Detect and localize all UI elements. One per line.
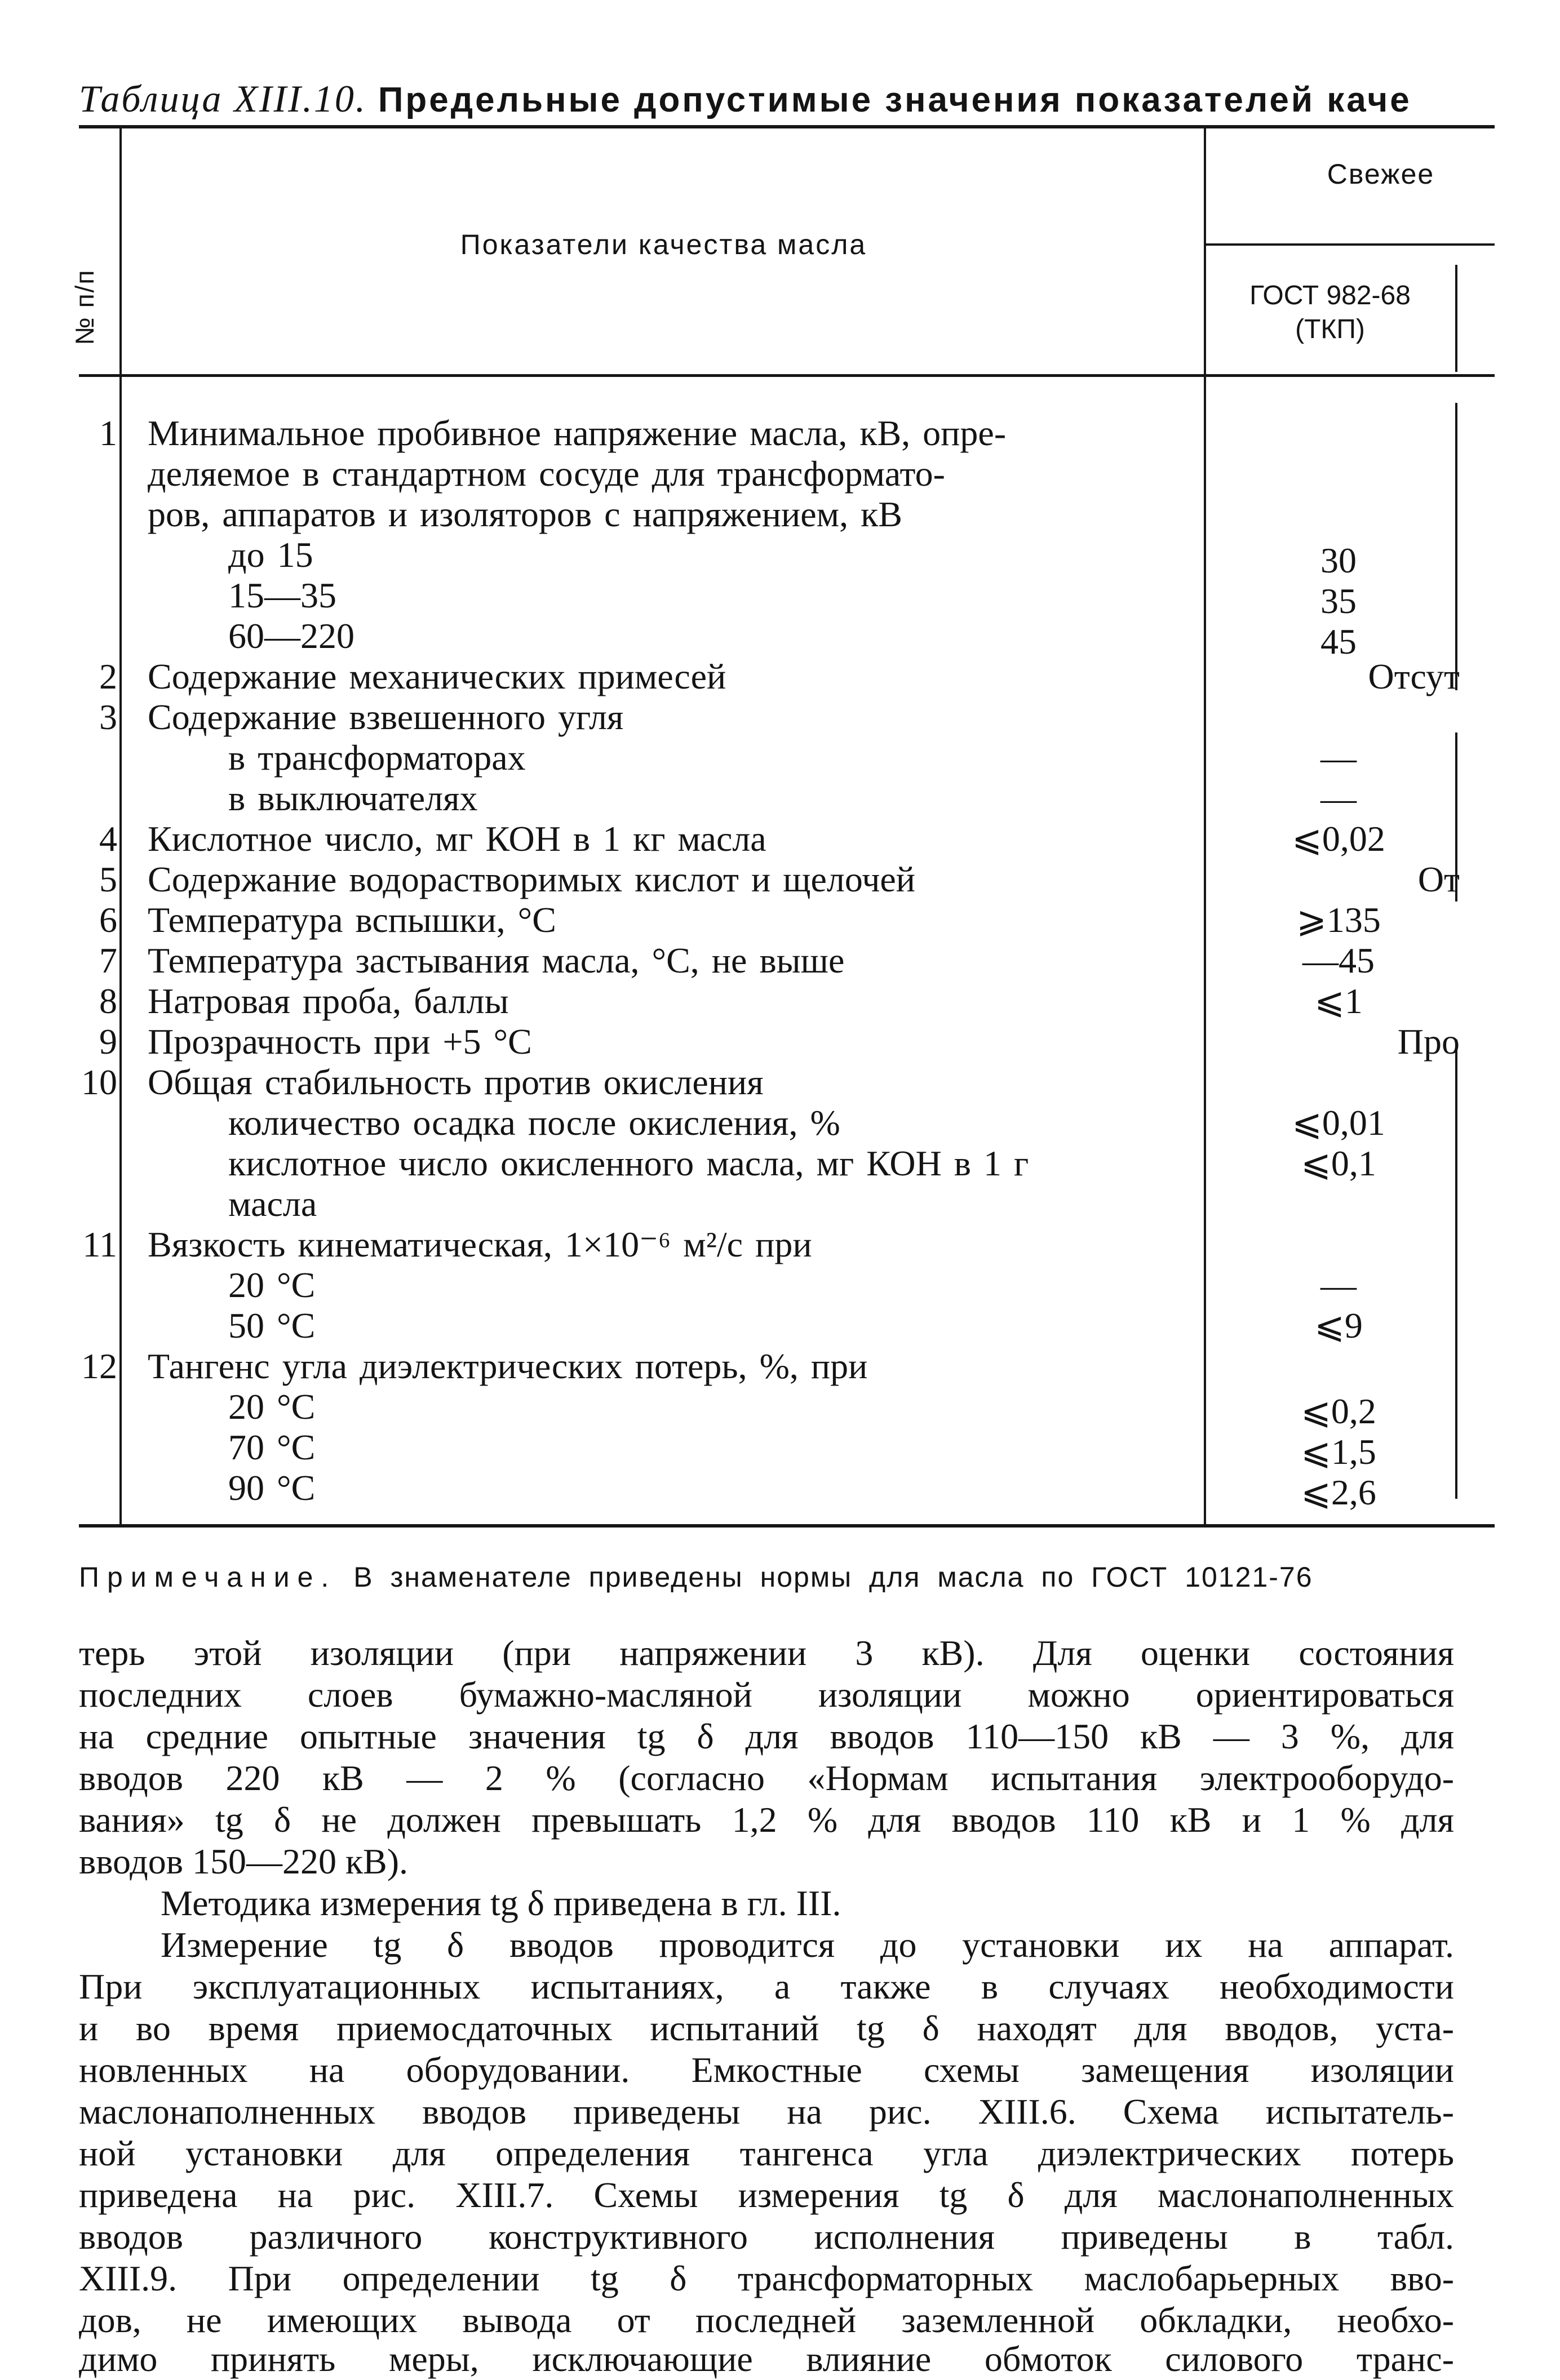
table-row xyxy=(0,1427,1560,1472)
row-value: — xyxy=(1320,738,1357,778)
row-value: ⩾135 xyxy=(1296,900,1381,940)
row-indicator: Прозрачность при +5 °С xyxy=(148,1022,532,1062)
row-indicator: Вязкость кинематическая, 1×10⁻⁶ м²/с при xyxy=(148,1224,812,1264)
table-row xyxy=(0,900,1560,940)
table-top-rule xyxy=(79,125,1495,128)
row-value: Про xyxy=(1397,1022,1460,1062)
row-number: 7 xyxy=(99,940,117,980)
body-line: вводов 150—220 кВ). xyxy=(79,1841,409,1881)
row-indicator: 20 °С xyxy=(228,1387,316,1427)
row-indicator: до 15 xyxy=(228,535,313,575)
row-indicator: количество осадка после окисления, % xyxy=(228,1103,840,1143)
table-row xyxy=(0,535,1560,580)
header-bottom-rule xyxy=(79,374,1495,377)
row-number: 10 xyxy=(81,1062,117,1102)
table-row xyxy=(0,656,1560,697)
row-indicator: Общая стабильность против окисления xyxy=(148,1062,764,1102)
table-row xyxy=(0,1022,1560,1062)
row-indicator: кислотное число окисленного масла, мг КОН в 1 г xyxy=(228,1143,1029,1183)
header-number: № п/п xyxy=(70,269,99,345)
row-value: — xyxy=(1320,1265,1357,1305)
row-indicator: Содержание механических примесей xyxy=(148,656,726,696)
header-gost-sub: (ТКП) xyxy=(1295,314,1365,344)
row-value: ⩽0,01 xyxy=(1292,1103,1385,1143)
body-line: димо принять меры, исключающие влияние обмоток силового транс- xyxy=(79,2339,1454,2379)
body-line: ной установки для определения тангенса угла диэлектрических потерь xyxy=(79,2133,1454,2173)
row-indicator: Минимальное пробивное напряжение масла, кВ, опре- xyxy=(148,413,1007,453)
table-row xyxy=(0,454,1560,494)
table-row xyxy=(0,697,1560,738)
row-indicator: 90 °С xyxy=(228,1468,316,1508)
table-row xyxy=(0,1346,1560,1387)
row-value: ⩽1,5 xyxy=(1301,1432,1376,1472)
body-line: При эксплуатационных испытаниях, а также в случаях необходимости xyxy=(79,1966,1454,2006)
row-number: 1 xyxy=(99,413,117,453)
row-indicator: 15—35 xyxy=(228,575,336,615)
row-number: 6 xyxy=(99,900,117,940)
table-row xyxy=(0,616,1560,661)
table-row xyxy=(0,1468,1560,1512)
table-row xyxy=(0,1224,1560,1265)
row-indicator: Натровая проба, баллы xyxy=(148,981,509,1021)
table-note xyxy=(79,1561,1313,1593)
body-line: Измерение tg δ вводов проводится до установки их на аппарат. xyxy=(161,1925,1454,1965)
table-row xyxy=(0,575,1560,621)
row-value: ⩽0,2 xyxy=(1301,1391,1376,1431)
fresh-underline xyxy=(1206,243,1495,246)
row-value: ⩽2,6 xyxy=(1301,1472,1376,1512)
row-value: 35 xyxy=(1320,581,1357,621)
table-caption xyxy=(79,73,1412,124)
header-gost-cell xyxy=(1212,279,1448,347)
table-row xyxy=(0,1265,1560,1306)
row-indicator: деляемое в стандартном сосуде для трансформато- xyxy=(148,454,945,494)
row-value: ⩽0,1 xyxy=(1301,1143,1376,1183)
row-value: ⩽1 xyxy=(1314,981,1363,1021)
body-line: Методика измерения tg δ приведена в гл. III. xyxy=(161,1883,841,1923)
row-indicator: Температура вспышки, °С xyxy=(148,900,556,940)
row-value: От xyxy=(1417,859,1460,899)
body-line: приведена на рис. XIII.7. Схемы измерения tg δ для маслонаполненных xyxy=(79,2175,1454,2215)
table-row xyxy=(0,940,1560,981)
header-gost: ГОСТ 982-68 xyxy=(1249,281,1411,310)
row-indicator: Содержание водорастворимых кислот и щелочей xyxy=(148,859,916,899)
row-value: 45 xyxy=(1320,621,1357,661)
row-indicator: масла xyxy=(228,1184,317,1224)
table-title: Предельные допустимые значения показателей каче xyxy=(378,81,1412,119)
table-row xyxy=(0,778,1560,819)
row-value: — xyxy=(1320,778,1357,818)
row-number: 4 xyxy=(99,819,117,859)
row-number: 9 xyxy=(99,1022,117,1062)
row-indicator: Температура застывания масла, °С, не выше xyxy=(148,940,845,980)
row-number: 5 xyxy=(99,859,117,899)
body-line: XIII.9. При определении tg δ трансформаторных маслобарьерных вво- xyxy=(79,2258,1454,2298)
row-indicator: 70 °С xyxy=(228,1427,316,1467)
body-line: и во время приемосдаточных испытаний tg δ находят для вводов, уста- xyxy=(79,2008,1454,2048)
gost-right-divider xyxy=(1455,265,1457,372)
body-line: дов, не имеющих вывода от последней заземленной обкладки, необхо- xyxy=(79,2300,1454,2340)
row-indicator: Тангенс угла диэлектрических потерь, %, при xyxy=(148,1346,868,1386)
row-number: 2 xyxy=(99,656,117,696)
table-row xyxy=(0,1143,1560,1184)
table-bottom-rule xyxy=(79,1524,1495,1528)
table-row xyxy=(0,1387,1560,1431)
body-line: последних слоев бумажно-масляной изоляции можно ориентироваться xyxy=(79,1675,1454,1715)
header-number-cell xyxy=(59,242,110,372)
body-line: маслонаполненных вводов приведены на рис. XIII.6. Схема испытатель- xyxy=(79,2092,1454,2132)
table-label: Таблица XIII.10. xyxy=(79,77,367,120)
row-indicator: в выключателях xyxy=(228,778,478,818)
body-line: терь этой изоляции (при напряжении 3 кВ). Для оценки состояния xyxy=(79,1633,1454,1673)
table-row xyxy=(0,1184,1560,1224)
row-indicator: ров, аппаратов и изоляторов с напряжением, кВ xyxy=(148,494,902,534)
table-row xyxy=(0,1062,1560,1103)
row-value: —45 xyxy=(1302,940,1375,980)
row-indicator: 20 °С xyxy=(228,1265,316,1305)
table-row xyxy=(0,859,1560,900)
body-line: на средние опытные значения tg δ для вводов 110—150 кВ — 3 %, для xyxy=(79,1716,1454,1756)
table-row xyxy=(0,413,1560,454)
row-value: ⩽9 xyxy=(1314,1306,1363,1346)
row-indicator: в трансформаторах xyxy=(228,738,526,778)
body-line: новленных на оборудовании. Емкостные схемы замещения изоляции xyxy=(79,2050,1454,2090)
row-value: Отсут xyxy=(1368,656,1460,696)
body-line: вводов различного конструктивного исполнения приведены в табл. xyxy=(79,2217,1454,2257)
row-number: 11 xyxy=(82,1224,117,1264)
table-row xyxy=(0,1306,1560,1346)
body-line: вводов 220 кВ — 2 % (согласно «Нормам испытания электрооборудо- xyxy=(79,1758,1454,1798)
note-text: В знаменателе приведены нормы для масла по ГОСТ 10121-76 xyxy=(353,1561,1313,1593)
row-indicator: Содержание взвешенного угля xyxy=(148,697,624,737)
body-line: вания» tg δ не должен превышать 1,2 % для вводов 110 кВ и 1 % для xyxy=(79,1800,1454,1840)
table-row xyxy=(0,819,1560,859)
row-number: 3 xyxy=(99,697,117,737)
row-value: 30 xyxy=(1320,540,1357,580)
header-fresh-oil: Свежее xyxy=(1327,158,1435,190)
table-row xyxy=(0,494,1560,535)
row-value: ⩽0,02 xyxy=(1292,819,1385,859)
table-row xyxy=(0,1103,1560,1143)
row-indicator: 60—220 xyxy=(228,616,354,656)
row-number: 8 xyxy=(99,981,117,1021)
row-indicator: 50 °С xyxy=(228,1306,316,1346)
row-number: 12 xyxy=(81,1346,117,1386)
header-indicators: Показатели качества масла xyxy=(460,229,867,260)
note-lead: Примечание. xyxy=(79,1561,337,1593)
table-row xyxy=(0,738,1560,778)
row-indicator: Кислотное число, мг КОН в 1 кг масла xyxy=(148,819,766,859)
table-row xyxy=(0,981,1560,1022)
